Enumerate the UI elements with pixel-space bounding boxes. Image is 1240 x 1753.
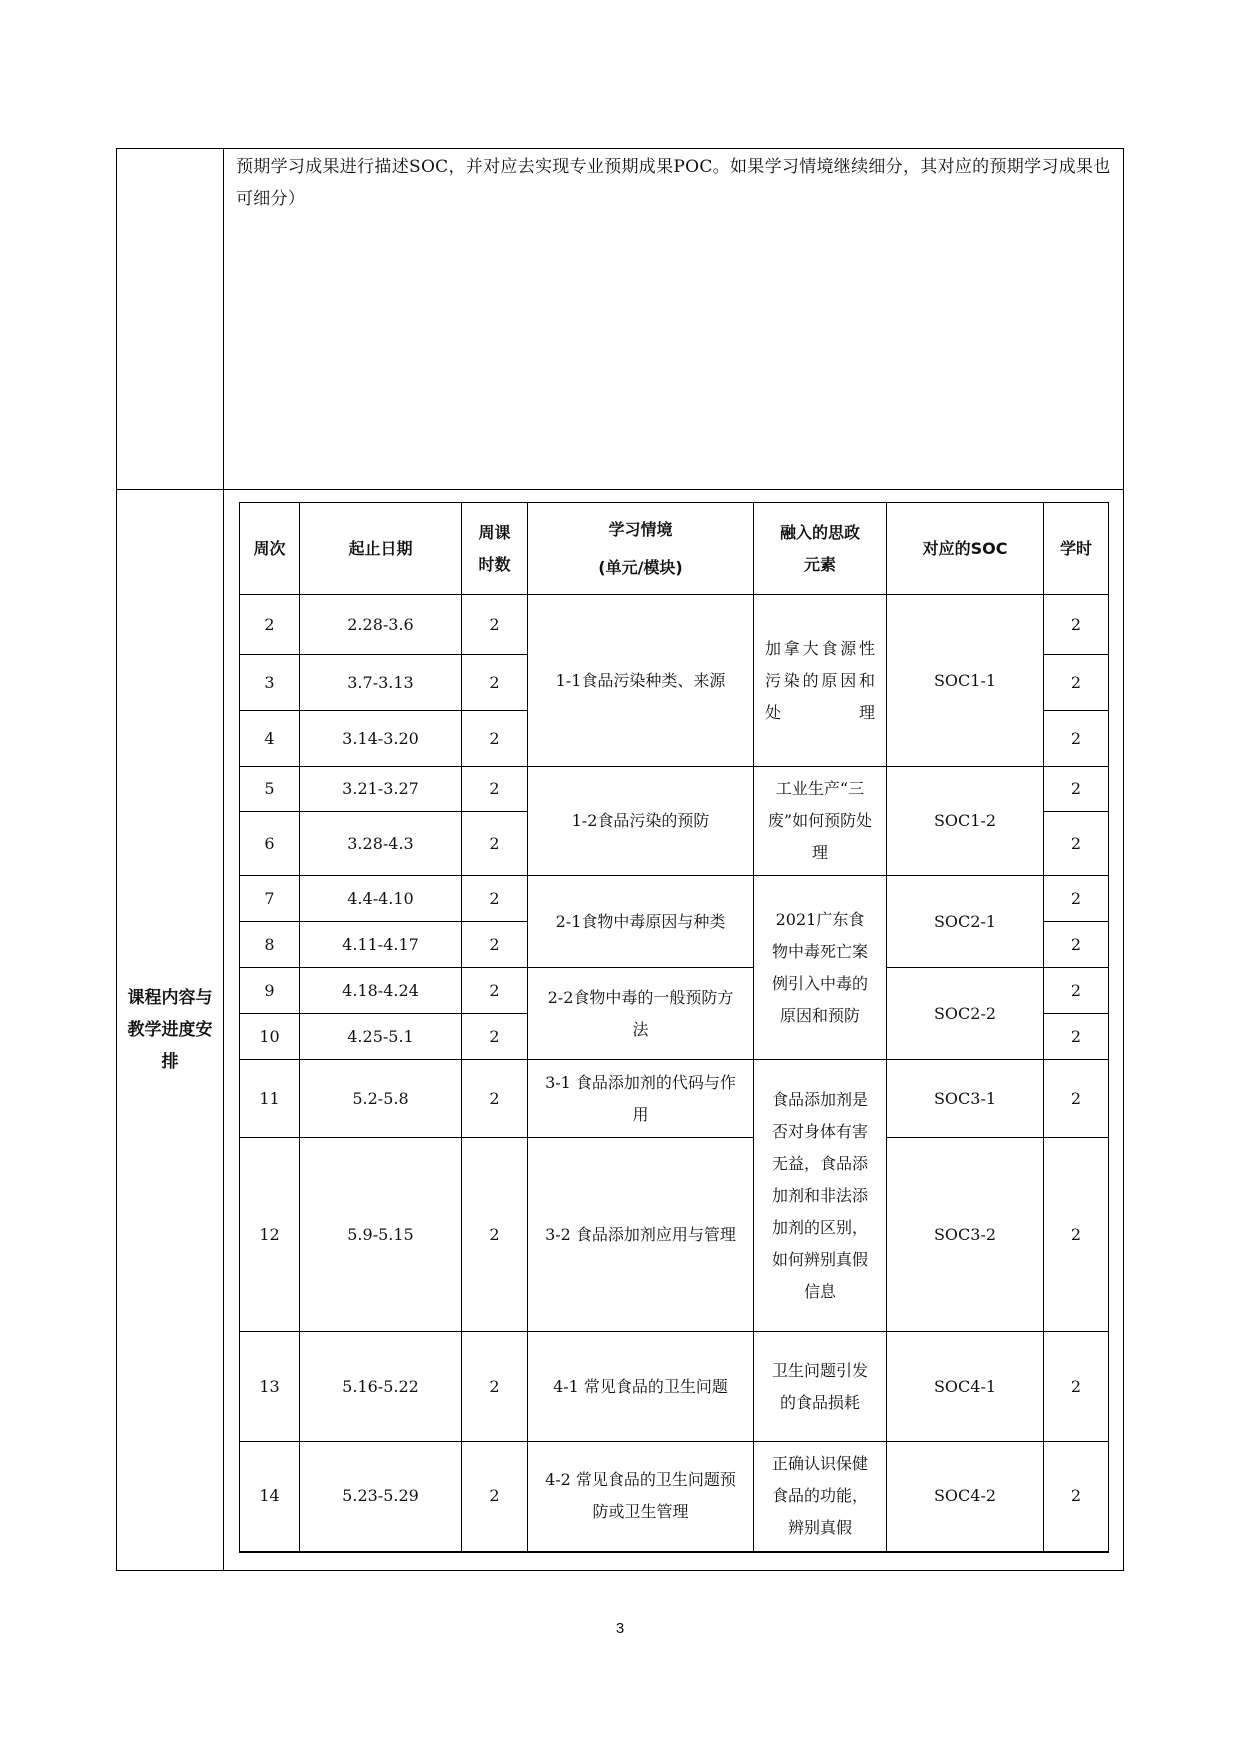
ideology-cell: 加拿大食源性污染的原因和处理 [754, 595, 887, 767]
hours-cell: 2 [1044, 711, 1109, 767]
dates-cell: 5.9-5.15 [300, 1138, 462, 1332]
hours-cell: 2 [1044, 1138, 1109, 1332]
context-cell: 3-2 食品添加剂应用与管理 [528, 1138, 754, 1332]
table-row [240, 1332, 1109, 1442]
header-context [528, 503, 754, 595]
week-cell: 4 [240, 711, 300, 767]
week-cell: 11 [240, 1060, 300, 1138]
week-cell: 2 [240, 595, 300, 655]
context-cell: 1-1食品污染种类、来源 [528, 595, 754, 767]
outcomes-row [117, 149, 1124, 490]
header-weekly-hours: 周课时数 [462, 503, 528, 595]
context-cell: 2-2食物中毒的一般预防方法 [528, 968, 754, 1060]
hours-cell: 2 [1044, 812, 1109, 876]
header-ideology: 融入的思政元素 [754, 503, 887, 595]
hours-cell: 2 [1044, 1332, 1109, 1442]
hours-cell: 2 [1044, 968, 1109, 1014]
soc-cell: SOC4-2 [887, 1442, 1044, 1552]
hours-cell: 2 [1044, 1442, 1109, 1552]
table-row [240, 595, 1109, 655]
week-cell: 3 [240, 655, 300, 711]
header-context-line1: 学习情境 [608, 519, 673, 539]
week-cell: 5 [240, 767, 300, 812]
table-row [240, 1138, 1109, 1332]
header-week: 周次 [240, 503, 300, 595]
weekly-hours-cell: 2 [462, 922, 528, 968]
dates-cell: 3.14-3.20 [300, 711, 462, 767]
section-label: 课程内容与教学进度安排 [127, 988, 213, 1072]
week-cell: 13 [240, 1332, 300, 1442]
week-cell: 14 [240, 1442, 300, 1552]
dates-cell: 5.2-5.8 [300, 1060, 462, 1138]
soc-cell: SOC2-2 [887, 968, 1044, 1060]
weekly-hours-cell: 2 [462, 1014, 528, 1060]
table-row [240, 1442, 1109, 1552]
weekly-hours-cell: 2 [462, 1138, 528, 1332]
hours-cell: 2 [1044, 595, 1109, 655]
context-cell: 4-2 常见食品的卫生问题预防或卫生管理 [528, 1442, 754, 1552]
weekly-hours-cell: 2 [462, 711, 528, 767]
outcomes-cell [224, 149, 1124, 490]
soc-cell: SOC3-2 [887, 1138, 1044, 1332]
page-number: 3 [615, 1620, 625, 1637]
header-dates: 起止日期 [300, 503, 462, 595]
week-cell: 7 [240, 876, 300, 922]
header-soc: 对应的SOC [887, 503, 1044, 595]
weekly-hours-cell: 2 [462, 968, 528, 1014]
weekly-hours-cell: 2 [462, 1060, 528, 1138]
table-row [240, 876, 1109, 922]
weekly-hours-cell: 2 [462, 595, 528, 655]
dates-cell: 4.18-4.24 [300, 968, 462, 1014]
schedule-cell [224, 490, 1124, 1571]
weekly-hours-cell: 2 [462, 1442, 528, 1552]
dates-cell: 4.25-5.1 [300, 1014, 462, 1060]
weekly-hours-cell: 2 [462, 1332, 528, 1442]
week-cell: 12 [240, 1138, 300, 1332]
dates-cell: 3.21-3.27 [300, 767, 462, 812]
schedule-row [117, 490, 1124, 1571]
table-row [240, 1060, 1109, 1138]
week-cell: 9 [240, 968, 300, 1014]
empty-label-cell [117, 149, 224, 490]
ideology-cell: 正确认识保健食品的功能，辨别真假 [754, 1442, 887, 1552]
hours-cell: 2 [1044, 1014, 1109, 1060]
schedule-table [239, 502, 1109, 1553]
soc-cell: SOC1-1 [887, 595, 1044, 767]
header-context-line2: (单元/模块) [598, 557, 683, 577]
context-cell: 2-1食物中毒原因与种类 [528, 876, 754, 968]
dates-cell: 3.28-4.3 [300, 812, 462, 876]
weekly-hours-cell: 2 [462, 876, 528, 922]
dates-cell: 4.4-4.10 [300, 876, 462, 922]
ideology-cell: 2021广东食物中毒死亡案例引入中毒的原因和预防 [754, 876, 887, 1060]
table-row [240, 767, 1109, 812]
weekly-hours-cell: 2 [462, 812, 528, 876]
context-cell: 4-1 常见食品的卫生问题 [528, 1332, 754, 1442]
header-row [240, 503, 1109, 595]
ideology-cell: 食品添加剂是否对身体有害无益，食品添加剂和非法添加剂的区别，如何辨别真假信息 [754, 1060, 887, 1332]
week-cell: 6 [240, 812, 300, 876]
section-label-cell [117, 490, 224, 1571]
hours-cell: 2 [1044, 767, 1109, 812]
weekly-hours-cell: 2 [462, 655, 528, 711]
soc-cell: SOC3-1 [887, 1060, 1044, 1138]
hours-cell: 2 [1044, 1060, 1109, 1138]
context-cell: 3-1 食品添加剂的代码与作用 [528, 1060, 754, 1138]
soc-cell: SOC2-1 [887, 876, 1044, 968]
weekly-hours-cell: 2 [462, 767, 528, 812]
hours-cell: 2 [1044, 655, 1109, 711]
hours-cell: 2 [1044, 876, 1109, 922]
dates-cell: 5.16-5.22 [300, 1332, 462, 1442]
dates-cell: 4.11-4.17 [300, 922, 462, 968]
dates-cell: 3.7-3.13 [300, 655, 462, 711]
dates-cell: 2.28-3.6 [300, 595, 462, 655]
ideology-cell: 卫生问题引发的食品损耗 [754, 1332, 887, 1442]
outer-form-table [116, 148, 1124, 1571]
ideology-cell: 工业生产“三废”如何预防处理 [754, 767, 887, 876]
soc-cell: SOC4-1 [887, 1332, 1044, 1442]
week-cell: 8 [240, 922, 300, 968]
hours-cell: 2 [1044, 922, 1109, 968]
context-cell: 1-2食品污染的预防 [528, 767, 754, 876]
dates-cell: 5.23-5.29 [300, 1442, 462, 1552]
week-cell: 10 [240, 1014, 300, 1060]
table-row [240, 968, 1109, 1014]
header-hours: 学时 [1044, 503, 1109, 595]
outcomes-paragraph: 预期学习成果进行描述SOC，并对应去实现专业预期成果POC。如果学习情境继续细分，其对应的预期学习成果也可细分） [236, 157, 1111, 209]
soc-cell: SOC1-2 [887, 767, 1044, 876]
